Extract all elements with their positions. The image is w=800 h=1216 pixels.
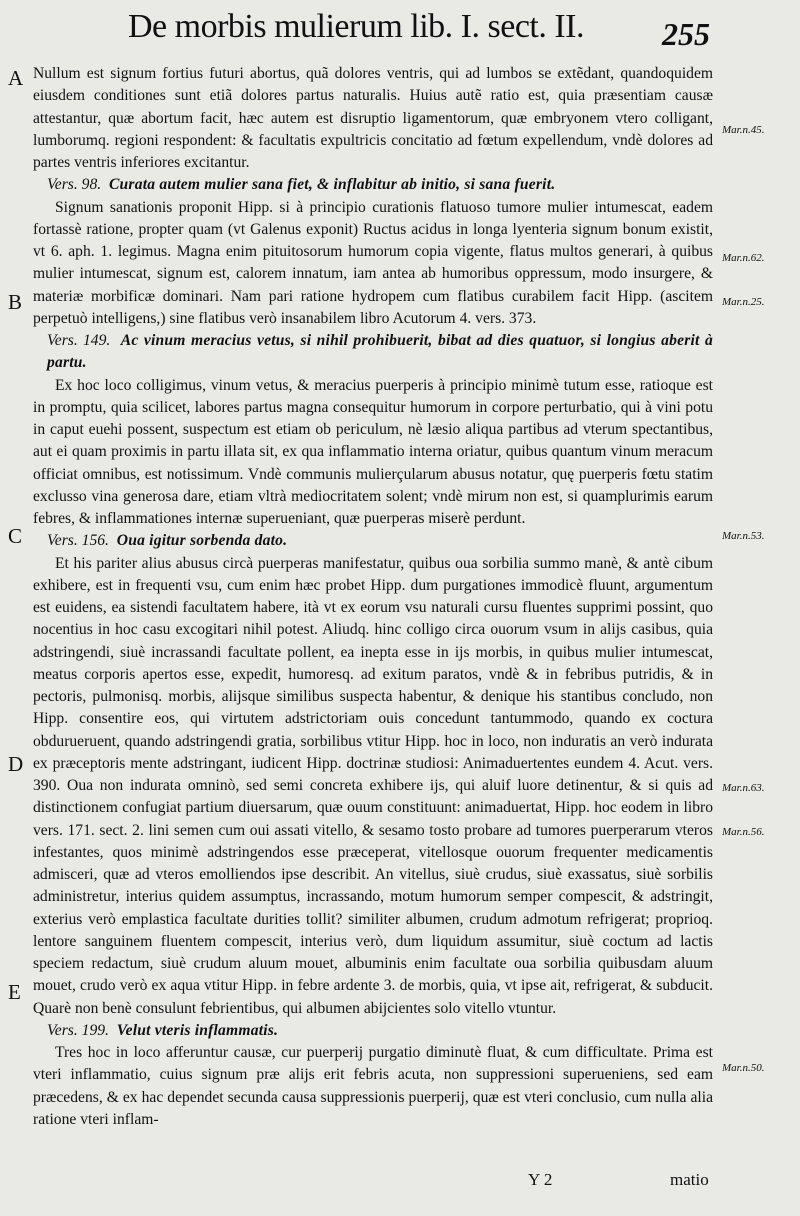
page-number: 255 xyxy=(662,16,710,52)
paragraph: Signum sanationis proponit Hipp. si à principio curationis flatuoso tumore mulier intumescat, eadem fortassè ratione, propter quam (vt Galenus exponit) Ructus acidus in longa lyenteria signum bonum existit, vt 6. aph. 1. legimus. Magna enim pituitosorum humorum copia vigente, flatus multos generari, à quibus mulier intumescat, signum est, calorem innatum, iam antea ab humoribus oppressum, modo insurgere, & materiæ morbificæ dominari. Nam pari ratione hydropem cum flatibus curabilem facit Hipp. (ascitem perpetuò intelligens,) sine flatibus verò insanabilem libro Acutorum 4. vers. 373. xyxy=(33,198,713,327)
section-marker-a: A xyxy=(8,66,24,90)
marginal-note: Mar.n.25. xyxy=(722,296,765,308)
page-header xyxy=(0,6,800,56)
verse-number: Vers. 156. xyxy=(47,532,109,550)
section-marker-b: B xyxy=(8,290,23,314)
section-marker-c: C xyxy=(8,524,23,548)
paragraph: Tres hoc in loco afferuntur causæ, cur puerperij purgatio diminutè fluat, & cum difficultate. Prima est vteri inflammatio, cuius signum præ alijs erit febris acuta, non suppressioni superueniens, sed eam præcedens, & ex hac dependet secunda causa suppressionis puerperij, quæ est vteri conclusio, cum nulla alia ratione vteri inflam- xyxy=(33,1044,713,1128)
marginal-note: Mar.n.45. xyxy=(722,124,765,136)
verse-citation xyxy=(33,330,713,375)
verse-citation xyxy=(33,174,713,196)
verse-text: Ac vinum meracius vetus, si nihil prohibuerit, bibat ad dies quatuor, si longius aberit à partu. xyxy=(47,332,714,372)
verse-citation xyxy=(33,1020,713,1042)
marginal-note: Mar.n.56. xyxy=(722,826,765,838)
paragraph: Nullum est signum fortius futuri abortus, quã dolores ventris, qui ad lumbos se extẽdant, quandoquidem eiusdem conditiones sunt etiã dolores partus naturalis. Huius autẽ ratio est, quia præsentiam causæ attestantur, quæ abortum facit, hæc autem est disruptio ligamentorum, quæ embryonem vtero colligant, lumborumq. regioni respondent: & facultatis expultricis concitatio ad fœtum expellendum, vndè dolores ad partes ventris inferiores excitantur. xyxy=(33,65,713,171)
running-title: De morbis mulierum lib. I. sect. II. xyxy=(128,8,585,45)
paragraph: Et his pariter alius abusus circà puerperas manifestatur, quibus oua sorbilia summo manè, & antè cibum exhibere, est in frequenti vsu, cum enim hæc probet Hipp. dum purgationes immodicè fluunt, argumentum est euidens, ea sistendi facultatem habere, ità vt ex eorum vsu naturali cursu fluentes supprimi possint, quo nocentius in hoc casu excogitari nihil potest. Aliudq. hinc colligo circa ouorum vsum in alijs casibus, quia adstringendi, siuè incrassandi facultate pollent, ea inepta esse in ijs morbis, in quibus mulier intumescat, meatus corporis apertos esse, expedit, humoresq. ad exitum paratos, vndè & in febribus putridis, & in pectoris, pulmonisq. morbis, alijsque similibus suspecta habentur, & denique his stantibus concludo, non Hipp. consentire eos, qui virtutem adstrictoriam ouis concedunt tantummodo, quando ex coctura obdurueruent, quando adstringendi gratia, sorbilibus vtitur Hipp. hoc in loco, non induratis an verò indurata ex præceptoris mente adstringant, iudicent Hipp. doctrinæ studiosi: Animaduertentes eundem 4. Acut. vers. 390. Oua non indurata omninò, sed semi concreta exhibere ijs, qui aluif luore detinentur, & si quis ad distinctionem confugiat partium diuersarum, quæ ouum constituunt: animaduertat, Hipp. hoc eodem in libro vers. 171. sect. 2. lini semen cum oui assati vitello, & sesamo tosto probare ad tumores puerperarum vteros infestantes, quos minimè adstringendos esse præceperat, vitellosque ouorum frequenter medicamentis admisceri, quæ ad vteros emolliendos ipse describit. An vitellus, siuè crudus, siuè exassatus, siuè sorbilis administretur, interius quidem assumptus, incrassando, motum humorum semper compescit, & adstringit, exterius verò emplastica facultate durities tollit? similiter albumen, crudum admotum refrigerat; proprioq. lentore sanguinem fluentem compescit, interius verò, dum liquidum assumitur, siuè coctum ad lactis speciem redactum, siuè crudum aluum mouet, albuminis enim facultate oua sorbilia quibusdam aluum mouet, crudo verò ex aqua vtitur Hipp. in febre ardente 3. de morbis, quia, vt ipse ait, refrigerat, & subducit. Quarè non benè consulunt febrientibus, qui albumen abijcientes solo vitello vtuntur. xyxy=(33,554,713,1017)
verse-citation xyxy=(33,530,713,552)
verse-text: Velut vteris inflammatis. xyxy=(116,1021,279,1039)
marginal-note: Mar.n.53. xyxy=(722,530,765,542)
section-marker-e: E xyxy=(8,980,21,1004)
verse-text: Curata autem mulier sana fiet, & inflabitur ab initio, si sana fuerit. xyxy=(108,176,556,194)
verse-number: Vers. 149. xyxy=(47,332,111,349)
marginal-note: Mar.n.62. xyxy=(722,252,765,264)
catchword: matio xyxy=(670,1170,709,1189)
verse-number: Vers. 98. xyxy=(47,176,102,194)
signature-mark: Y 2 xyxy=(528,1170,553,1189)
marginal-note: Mar.n.63. xyxy=(722,782,765,794)
paragraph: Ex hoc loco colligimus, vinum vetus, & meracius puerperis à principio minimè tutum esse, ratioque est in promptu, quia scilicet, labores partus magna consequitur humorum in corpore perturbatio, qui à vini potu in caput euehi possent, suspectum est etiam ob periculum, nè læsio aliqua partibus ad vterum spectantibus, aut ei quam proximis in partu illata sit, ex qua inflammatio interna oriatur, quibus quantum vinum meracum officiat omnibus, est notissimum. Vndè communis mulierçularum abusus notatur, quę puerperis fœtu statim exclusso vina generosa dare, etiam vltrà mediocritatem solent; vndè mirum non est, si quamplurimis earum febres, & inflammationes internæ superueniant, quæ puerperas miserè perdunt. xyxy=(33,376,713,527)
verse-text: Oua igitur sorbenda dato. xyxy=(116,532,288,550)
main-text xyxy=(33,63,713,1131)
verse-number: Vers. 199. xyxy=(47,1021,109,1039)
section-marker-d: D xyxy=(8,752,24,776)
marginal-note: Mar.n.50. xyxy=(722,1062,765,1074)
